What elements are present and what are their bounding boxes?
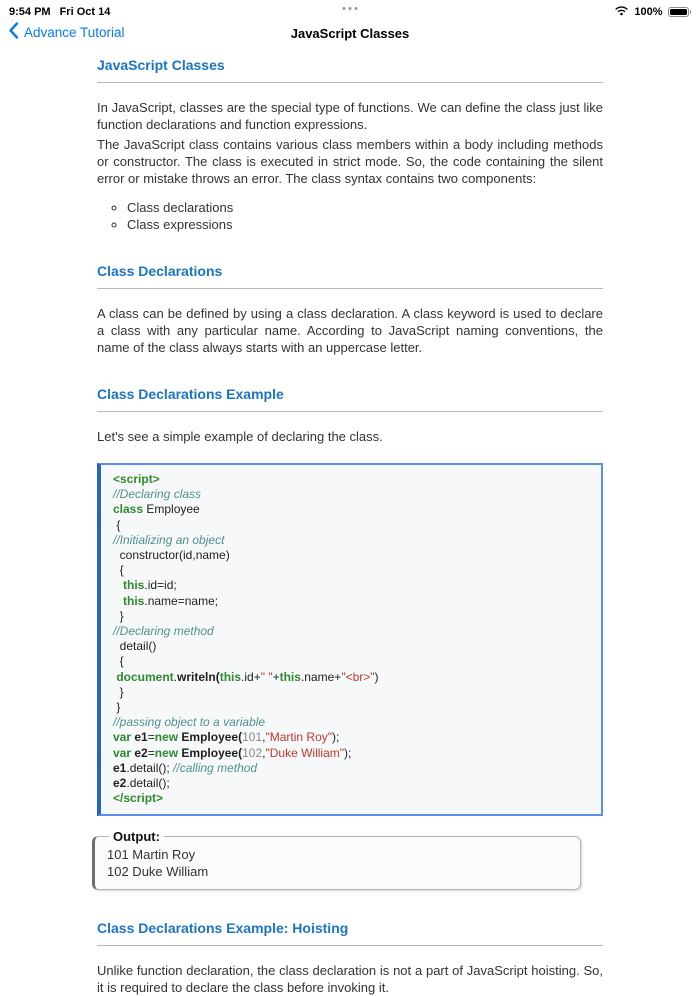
output-legend: Output: [113,829,160,845]
section-divider [97,411,603,412]
section-divider [97,288,603,289]
code-line: //passing object to a variable [113,715,266,730]
code-line: e2.detail(); [113,776,170,791]
code-line: constructor(id,name) [113,548,230,563]
code-line: } [113,608,124,623]
status-bar [0,0,700,20]
code-line: { [113,654,124,669]
code-line: this.id=id; [123,578,177,593]
code-line: e1.detail(); //calling method [113,760,258,775]
code-line: </script> [113,791,164,806]
content-scroll-area[interactable] [0,47,700,996]
code-line: var e2=new Employee(102,"Duke William"); [113,745,352,760]
list-item: ◦ Class declarations [127,200,603,217]
section-divider [97,945,603,946]
ellipsis-icon[interactable] [343,7,358,10]
back-button[interactable] [8,22,125,42]
section-heading-class-declarations: Class Declarations [97,263,223,279]
output-line: 101 Martin Roy [107,847,196,863]
code-line: document.writeln(this.id+" "+this.name+"<br>") [116,669,379,684]
status-date: Fri Oct 14 [59,5,111,18]
chevron-left-icon [8,22,19,42]
section-heading-javascript-classes: JavaScript Classes [97,57,225,73]
code-line: //Initializing an object [113,532,225,547]
code-block [97,463,603,816]
paragraph-example-intro: Let's see a simple example of declaring the class. [97,429,383,444]
code-line: } [113,684,124,699]
status-indicators [614,0,691,21]
code-line: class Employee [113,502,200,517]
output-box [92,829,581,890]
code-line: <script> [113,472,160,486]
paragraph-class-declaration: A class can be defined by using a class declaration. A class keyword is used to declare a class with any particular name. According to JavaScript naming conventions, the name of the class always starts with an uppercase letter. [97,306,603,355]
section-heading-declarations-example: Class Declarations Example [97,386,284,402]
section-heading-hoisting: Class Declarations Example: Hoisting [97,920,349,937]
code-line: this.name=name; [123,593,219,608]
status-time-date [9,3,110,18]
output-line: 102 Duke William [107,864,209,880]
code-line: var e1=new Employee(101,"Martin Roy"); [113,730,340,745]
code-line: { [113,517,121,532]
wifi-icon [614,3,629,21]
battery-percent: 100% [634,5,663,18]
status-time: 9:54 PM [9,5,51,18]
code-line: //Declaring method [113,624,214,639]
nav-bar [0,20,700,47]
code-line: } [113,700,121,715]
list-item: ◦ Class expressions [127,217,603,234]
section-divider [97,82,603,83]
code-line: detail() [113,639,157,654]
battery-icon [668,7,692,17]
page-title: JavaScript Classes [290,26,410,41]
code-line: { [113,563,124,578]
code-line: //Declaring class [113,487,202,502]
paragraph-intro: In JavaScript, classes are the special type of functions. We can define the class just like function declarations and function expressions. [97,100,603,132]
back-button-label: Advance Tutorial [24,24,125,40]
paragraph-class-members: The JavaScript class contains various class members within a body including methods or constructor. The class is executed in strict mode. So, the code containing the silent error or mistake throws an error. The class syntax contains two components: [97,137,603,186]
output-lines [107,846,568,880]
class-components-list [97,200,603,233]
paragraph-hoisting: Unlike function declaration, the class declaration is not a part of JavaScript hoisting. So, it is required to declare the class before invoking it. [97,963,603,996]
